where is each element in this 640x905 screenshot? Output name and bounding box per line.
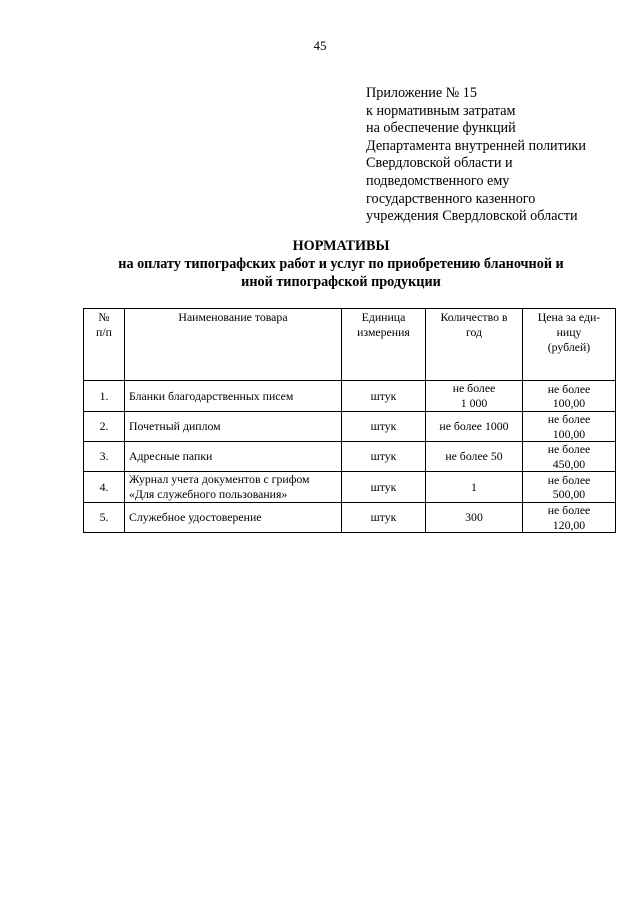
- cell-qty: не более 50: [426, 442, 523, 472]
- cell-price: не более 120,00: [523, 503, 616, 533]
- header-name: Наименование товара: [125, 309, 342, 381]
- appendix-line: на обеспечение функций: [366, 120, 516, 137]
- subtitle-line: на оплату типографских работ и услуг по приобретению бланочной и: [118, 256, 564, 272]
- cell-unit: штук: [342, 472, 426, 503]
- header-qty: Количество в год: [426, 309, 523, 381]
- cell-price: не более 100,00: [523, 381, 616, 412]
- cell-price: не более 450,00: [523, 442, 616, 472]
- cell-qty: 300: [426, 503, 523, 533]
- document-title: НОРМАТИВЫ: [292, 238, 390, 254]
- subtitle-line: иной типографской продукции: [241, 273, 441, 290]
- cell-name: Почетный диплом: [125, 412, 342, 442]
- cell-qty: не более 1000: [426, 412, 523, 442]
- header-price: Цена за еди- ницу (рублей): [523, 309, 616, 381]
- appendix-line: Департамента внутренней политики: [366, 137, 586, 154]
- appendix-line: к нормативным затратам: [366, 102, 516, 119]
- page-number: 45: [313, 38, 327, 53]
- cell-name: Журнал учета документов с грифом «Для служебного пользования»: [125, 472, 342, 503]
- table-row: [84, 442, 616, 472]
- appendix-line: Свердловской области и: [366, 155, 513, 172]
- table-row: [84, 472, 616, 503]
- cell-num: 3.: [84, 442, 125, 472]
- cell-name: Служебное удостоверение: [125, 503, 342, 533]
- cell-num: 1.: [84, 381, 125, 412]
- appendix-line: государственного казенного: [366, 190, 536, 207]
- cell-num: 4.: [84, 472, 125, 503]
- cell-unit: штук: [342, 381, 426, 412]
- cell-price: не более 500,00: [523, 472, 616, 503]
- appendix-block: [366, 85, 631, 226]
- cell-name: Адресные папки: [125, 442, 342, 472]
- cell-qty: 1: [426, 472, 523, 503]
- header-unit: Единица измерения: [342, 309, 426, 381]
- cell-unit: штук: [342, 442, 426, 472]
- table-row: [84, 381, 616, 412]
- cell-unit: штук: [342, 412, 426, 442]
- appendix-line: Приложение № 15: [366, 85, 477, 101]
- appendix-line: подведомственного ему: [366, 172, 510, 189]
- table-row: [84, 503, 616, 533]
- cell-num: 5.: [84, 503, 125, 533]
- cell-price: не более 100,00: [523, 412, 616, 442]
- cell-num: 2.: [84, 412, 125, 442]
- table-row: [84, 412, 616, 442]
- cell-qty: не более 1 000: [426, 381, 523, 412]
- norms-table: [83, 308, 616, 533]
- header-num: № п/п: [84, 309, 125, 381]
- table-header-row: [84, 309, 616, 381]
- cell-unit: штук: [342, 503, 426, 533]
- appendix-line: учреждения Свердловской области: [366, 208, 578, 225]
- document-subtitle: [0, 256, 640, 291]
- cell-name: Бланки благодарственных писем: [125, 381, 342, 412]
